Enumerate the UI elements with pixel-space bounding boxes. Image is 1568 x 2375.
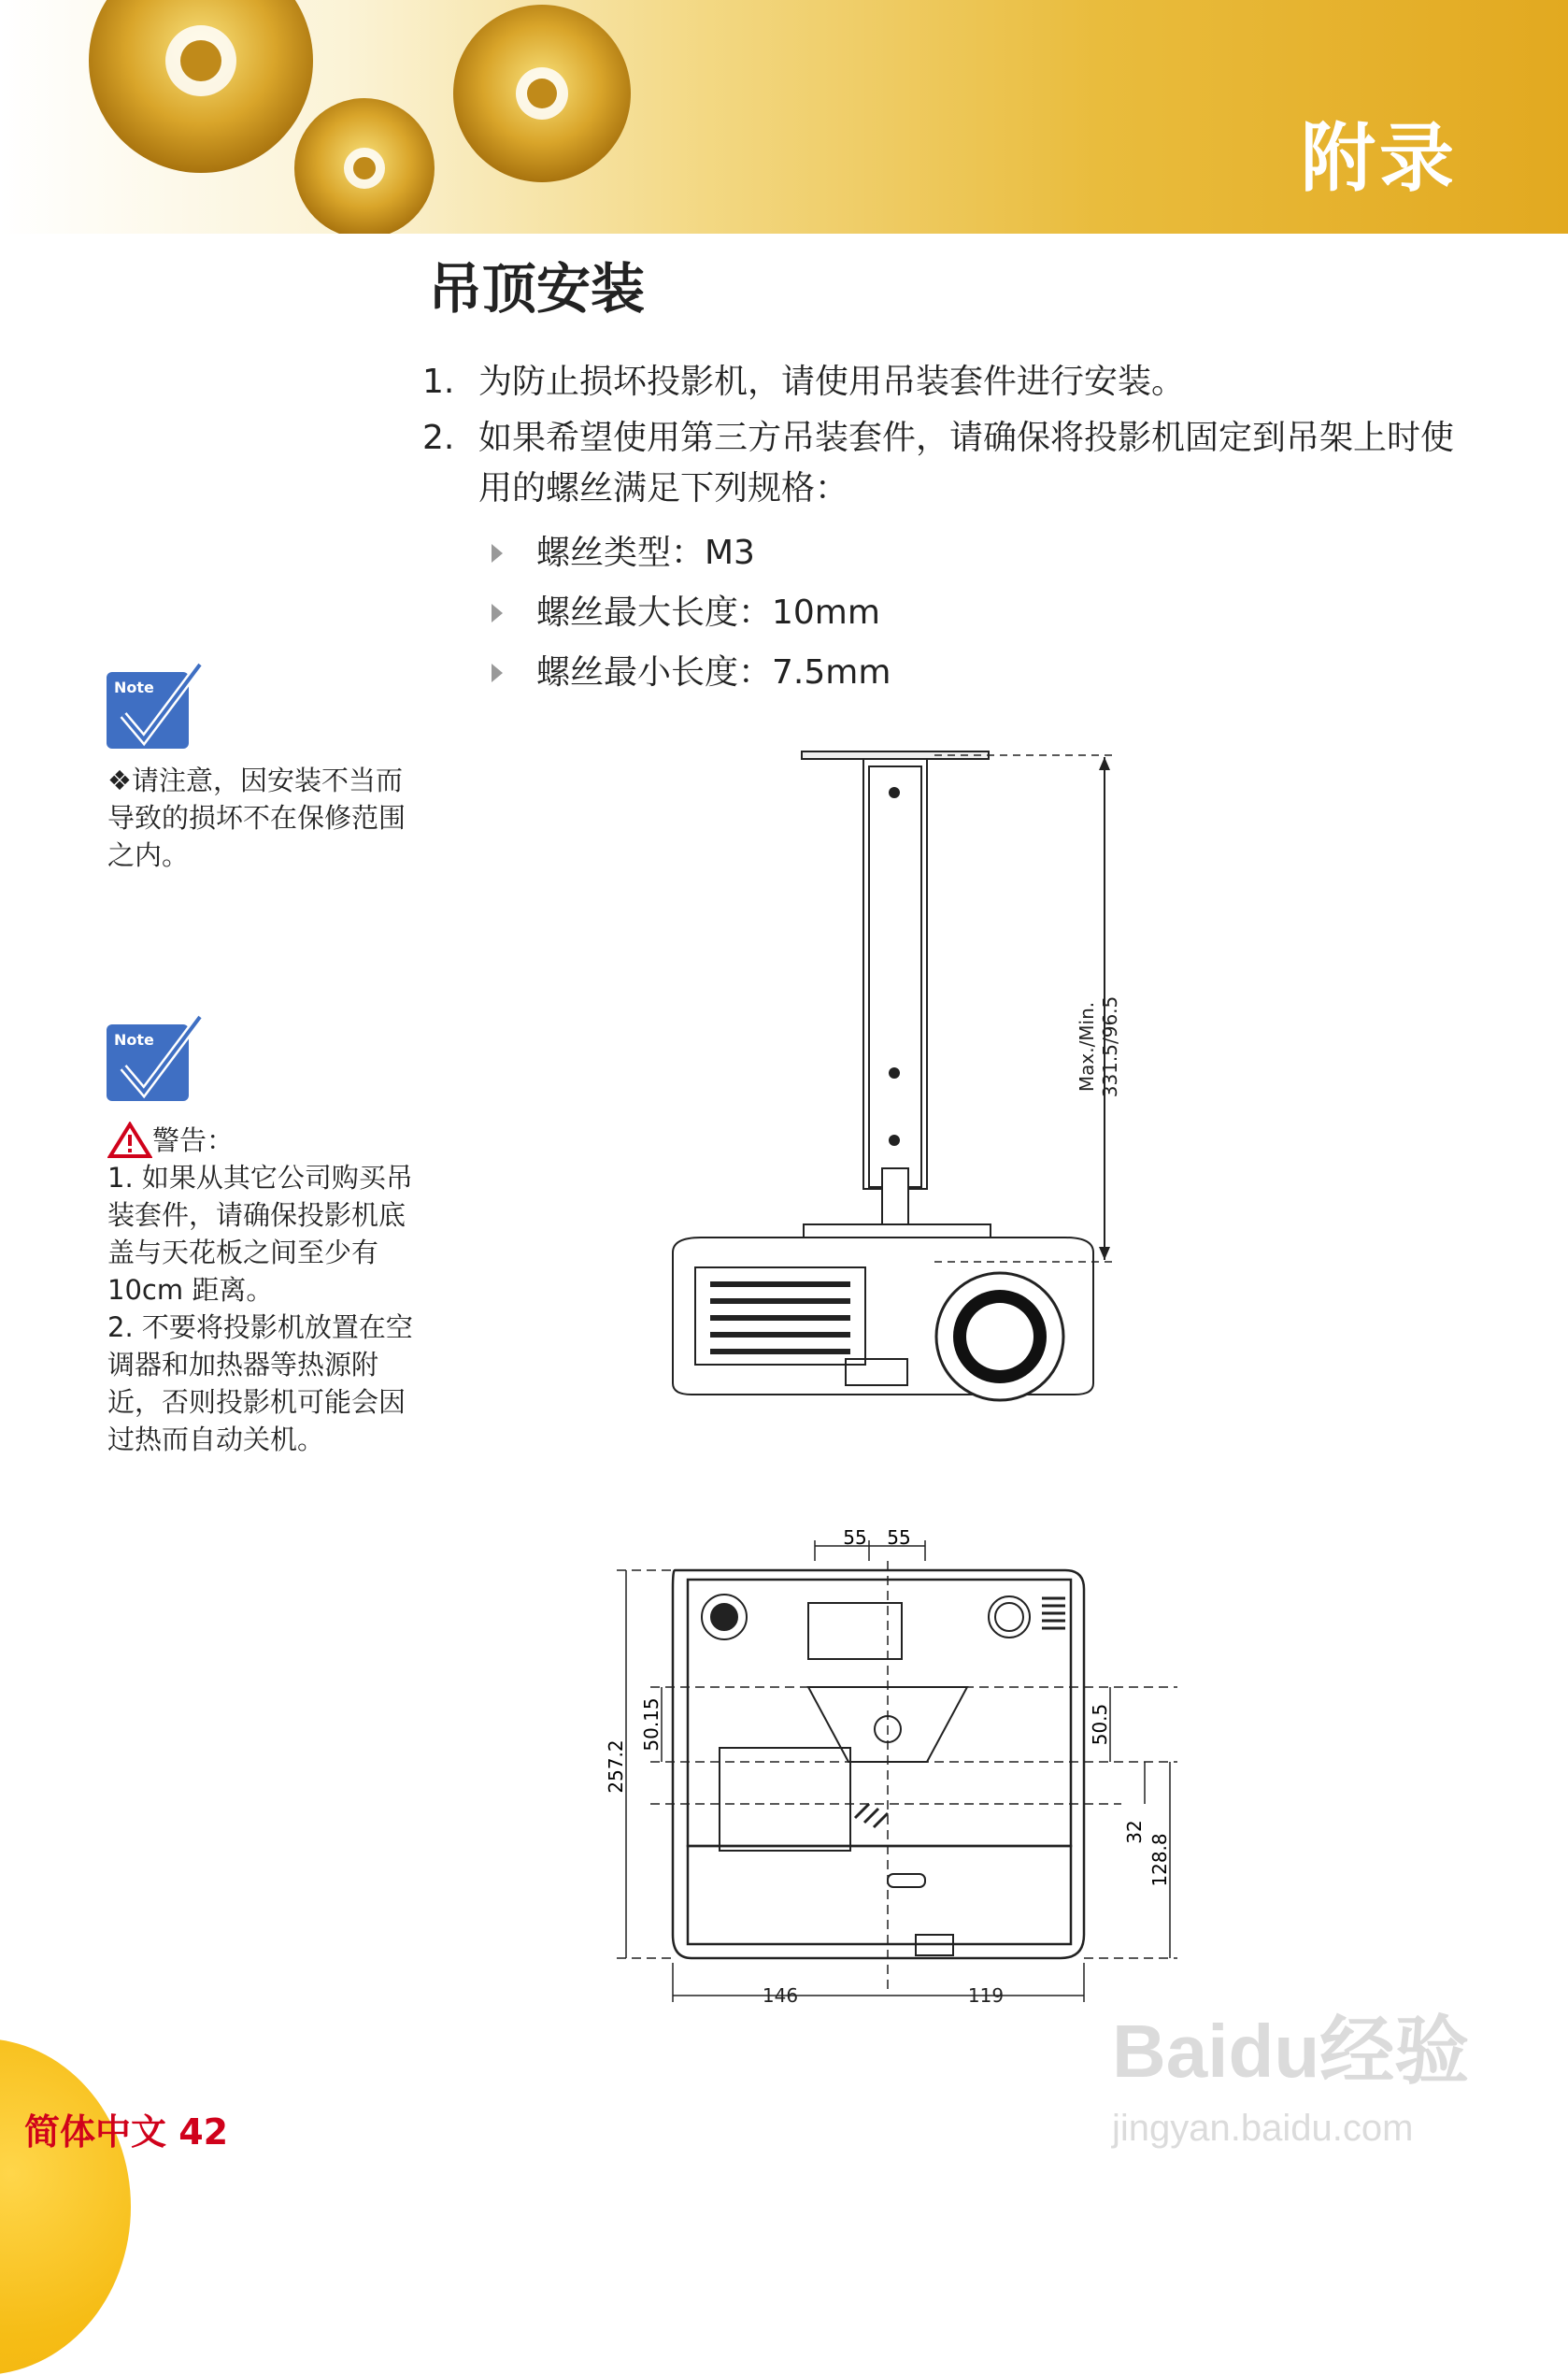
dimension-label: 257.2 [605, 1739, 627, 1794]
steps-list [422, 357, 1469, 520]
spec-text: 螺丝最小长度：7.5mm [536, 653, 891, 692]
spec-text: 螺丝类型：M3 [536, 534, 755, 572]
step-text: 如果希望使用第三方吊装套件，请确保将投影机固定到吊架上时使用的螺丝满足下列规格： [478, 419, 1455, 508]
dimension-label: 50.15 [640, 1697, 663, 1752]
dimension-label: 146 [762, 1984, 799, 2007]
list-item [422, 413, 1469, 514]
note-check-icon [103, 1011, 206, 1105]
page-number: 简体中文 42 [24, 2111, 229, 2153]
step-text: 为防止损坏投影机，请使用吊装套件进行安装。 [478, 363, 1186, 401]
triangle-bullet-icon [492, 604, 503, 622]
step-number: 1. [422, 363, 455, 401]
svg-text:Note: Note [114, 1031, 154, 1049]
ceiling-mount-side-diagram [654, 738, 1140, 1421]
note-text: ❖请注意，因安装不当而导致的损坏不在保修范围之内。 [107, 765, 406, 871]
dimension-label: 331.5/96.5 [1099, 995, 1121, 1098]
list-item [486, 523, 891, 583]
page-title: 吊顶安装 [428, 257, 646, 321]
list-item [486, 583, 891, 643]
warning-icon [107, 1122, 152, 1159]
dimension-label: 119 [967, 1984, 1005, 2007]
dimension-label: 55 [843, 1526, 867, 1549]
watermark-url: jingyan.baidu.com [1112, 2108, 1414, 2149]
list-item [422, 357, 1469, 408]
svg-text:Note: Note [114, 679, 154, 696]
corner-decoration [0, 2039, 131, 2375]
warning-block [107, 1122, 416, 1458]
dimension-label: 55 [887, 1526, 911, 1549]
dimension-label: 50.5 [1089, 1703, 1111, 1746]
step-number: 2. [422, 419, 455, 457]
screw-specs [486, 523, 891, 703]
dimension-label: 32 [1123, 1820, 1146, 1844]
triangle-bullet-icon [492, 544, 503, 563]
lens-icon [936, 1273, 1063, 1400]
warning-title: 警告： [152, 1124, 235, 1156]
triangle-bullet-icon [492, 664, 503, 682]
list-item [486, 643, 891, 703]
warning-item: 2. 不要将投影机放置在空调器和加热器等热源附近，否则投影机可能会因过热而自动关机。 [107, 1311, 413, 1455]
warning-item: 1. 如果从其它公司购买吊装套件，请确保投影机底盖与天花板之间至少有 10cm 距离。 [107, 1162, 413, 1306]
dimension-label: Max./Min. [1076, 1001, 1098, 1093]
section-title: 附录 [1301, 115, 1458, 202]
spec-text: 螺丝最大长度：10mm [536, 594, 880, 632]
dimension-label: 128.8 [1148, 1833, 1171, 1887]
projector-bottom-diagram [598, 1524, 1215, 2010]
note-check-icon [103, 659, 206, 752]
watermark-logo: Baidu经验 [1112, 2010, 1470, 2093]
gears-icon [19, 0, 691, 234]
